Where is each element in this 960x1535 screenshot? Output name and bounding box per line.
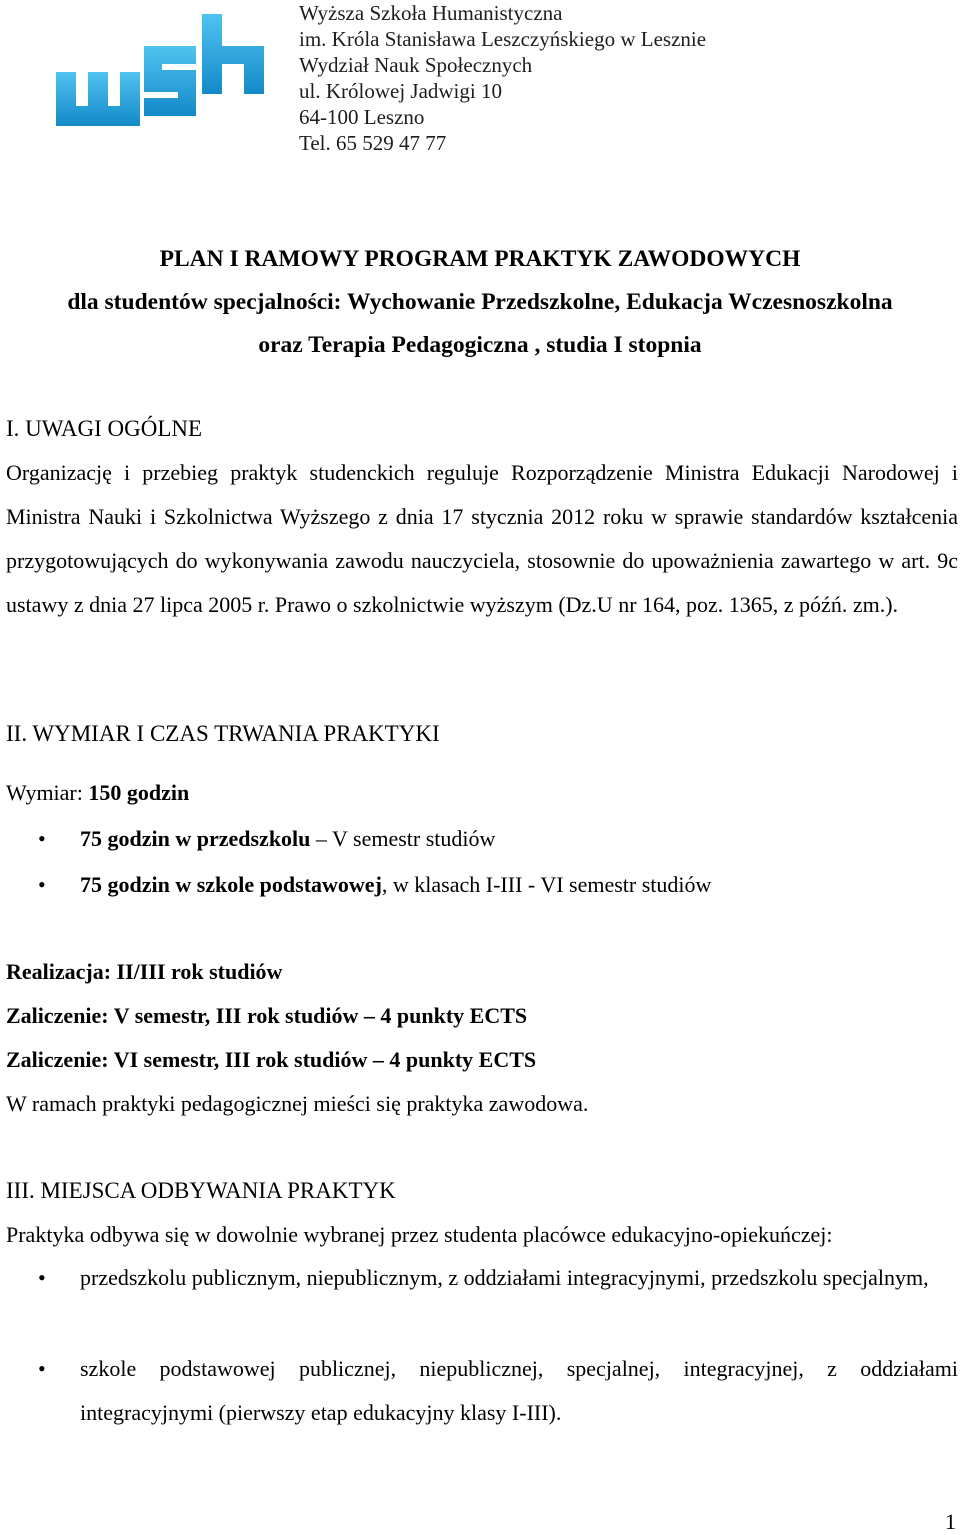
note-text: W ramach praktyki pedagogicznej mieści się praktyka zawodowa.	[6, 1091, 589, 1116]
title-line-3: oraz Terapia Pedagogiczna , studia I stopnia	[258, 332, 702, 358]
document-header	[0, 0, 960, 160]
address-line-city: 64-100 Leszno	[299, 105, 425, 129]
bullet-bold-text: 75 godzin w szkole podstawowej	[80, 872, 382, 897]
zaliczenie-1-line	[6, 1001, 958, 1031]
bullet-icon: •	[38, 1356, 46, 1381]
wsh-logo	[52, 12, 274, 128]
note-line	[6, 1089, 958, 1119]
address-line-patron: im. Króla Stanisława Leszczyńskiego w Lesznie	[299, 27, 707, 51]
bullet-icon: •	[38, 826, 46, 851]
address-line-faculty: Wydział Nauk Społecznych	[299, 53, 533, 77]
bullet-text: przedszkolu publicznym, niepublicznym, z oddziałami integracyjnymi, przedszkolu specjalnym,	[80, 1265, 929, 1290]
address-line-phone: Tel. 65 529 47 77	[299, 131, 447, 155]
document-title	[0, 238, 960, 367]
section-3-intro	[6, 1220, 958, 1250]
wymiar-line	[6, 778, 958, 808]
title-line-2: dla studentów specjalności: Wychowanie Przedszkolne, Edukacja Wczesnoszkolna	[67, 289, 893, 315]
wymiar-label: Wymiar:	[6, 780, 89, 805]
wymiar-value: 150 godzin	[88, 780, 190, 805]
title-line-1: PLAN I RAMOWY PROGRAM PRAKTYK ZAWODOWYCH	[159, 246, 801, 272]
bullet-bold-text: 75 godzin w przedszkolu	[80, 826, 311, 851]
section-1-heading: I. UWAGI OGÓLNE	[6, 416, 203, 441]
section-2-heading: II. WYMIAR I CZAS TRWANIA PRAKTYKI	[6, 721, 440, 746]
zaliczenie-1-text: Zaliczenie: V semestr, III rok studiów – 4 punkty ECTS	[6, 1003, 528, 1028]
section-1-paragraph: Organizację i przebieg praktyk studenckich reguluje Rozporządzenie Ministra Edukacji Narodowej i Ministra Nauki i Szkolnictwa Wyższego z dnia 17 stycznia 2012 roku w sprawie standardów kształcenia przygotowujących do wykonywania zawodu nauczyciela, stosownie do upoważnienia zawartego w art. 9c ustawy z dnia 27 lipca 2005 r. Prawo o szkolnictwie wyższym (Dz.U nr 164, poz. 1365, z późń. zm.).	[6, 460, 958, 617]
section-1-body	[6, 451, 958, 627]
address-line-university: Wyższa Szkoła Humanistyczna	[299, 1, 563, 25]
bullet-icon: •	[38, 872, 46, 897]
realizacja-line	[6, 957, 958, 987]
section-general-remarks	[6, 414, 958, 444]
bullet-text: – V semestr studiów	[310, 826, 496, 851]
zaliczenie-2-text: Zaliczenie: VI semestr, III rok studiów – 4 punkty ECTS	[6, 1047, 537, 1072]
section-3-intro-text: Praktyka odbywa się w dowolnie wybranej przez studenta placówce edukacyjno-opiekuńczej:	[6, 1222, 833, 1247]
bullet-text: , w klasach I-III - VI semestr studiów	[381, 872, 712, 897]
section-3-heading: III. MIEJSCA ODBYWANIA PRAKTYK	[6, 1178, 396, 1203]
section-duration	[6, 719, 958, 749]
address-line-street: ul. Królowej Jadwigi 10	[299, 79, 502, 103]
section-places	[6, 1176, 958, 1206]
bullet-icon: •	[38, 1265, 46, 1290]
institution-address	[299, 0, 706, 156]
bullet-text: szkole podstawowej publicznej, niepublicznej, specjalnej, integracyjnej, z oddziałami integracyjnymi (pierwszy etap edukacyjny klasy I-III).	[80, 1356, 958, 1425]
page-number: 1	[945, 1509, 956, 1534]
zaliczenie-2-line	[6, 1045, 958, 1075]
realizacja-text: Realizacja: II/III rok studiów	[6, 959, 283, 984]
